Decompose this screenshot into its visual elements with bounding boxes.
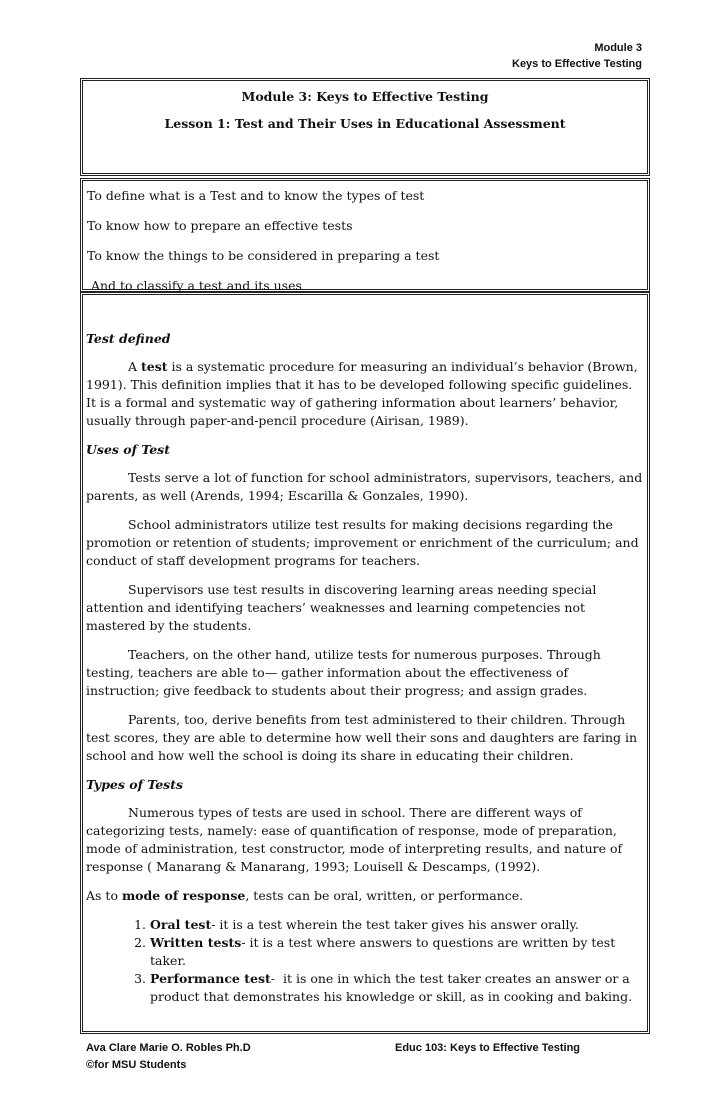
term-mode-of-response: mode of response bbox=[121, 888, 246, 903]
heading-uses-of-test: Uses of Test bbox=[86, 442, 170, 457]
paragraph-uses-3: Supervisors use test results in discovering learning areas needing special attention and identifying teachers’ weaknesses and learning competencies not mastered by the students. bbox=[86, 582, 597, 633]
list-item-performance-test bbox=[150, 970, 644, 1006]
text-run: - it is one in which the test taker creates an answer or a product that demonstrates his knowledge or skill, as in cooking and baking. bbox=[150, 971, 634, 1004]
header-topic: Keys to Effective Testing bbox=[512, 58, 642, 70]
footer bbox=[86, 1040, 646, 1074]
paragraph-uses-1: Tests serve a lot of function for school administrators, supervisors, teachers, and parents, as well (Arends, 1994; Escarilla & Gonzales, 1990). bbox=[86, 470, 643, 503]
lesson-title: Lesson 1: Test and Their Uses in Educational Assessment bbox=[164, 116, 566, 131]
term-performance-test: Performance test bbox=[150, 971, 271, 986]
module-title: Module 3: Keys to Effective Testing bbox=[241, 89, 489, 104]
list-item-oral-test bbox=[150, 916, 644, 934]
objective-item: To know how to prepare an effective tests bbox=[87, 218, 353, 233]
heading-test-defined: Test defined bbox=[86, 331, 171, 346]
header-module: Module 3 bbox=[594, 42, 642, 54]
objectives-list bbox=[83, 181, 647, 301]
running-header bbox=[512, 40, 642, 72]
paragraph-uses-2: School administrators utilize test results for making decisions regarding the promotion or retention of students; improvement or enrichment of the curriculum; and conduct of staff development programs for teachers. bbox=[86, 517, 639, 568]
objectives-box bbox=[80, 178, 650, 292]
text-run: is a systematic procedure for measuring an individual’s behavior (Brown, 1991). This definition implies that it has to be developed following specific guidelines. It is a formal and systematic way of gathering information about learners’ behavior, usually through paper-and-pencil procedure (Airisan, 1989). bbox=[86, 359, 638, 428]
text-run: , tests can be oral, written, or performance. bbox=[245, 888, 524, 903]
paragraph-uses-5: Parents, too, derive benefits from test administered to their children. Through test scores, they are able to determine how well their sons and daughters are faring in school and how well the school is doing its share in educating their children. bbox=[86, 712, 638, 763]
list-item-written-tests bbox=[150, 934, 644, 970]
term-test: test bbox=[141, 359, 168, 374]
types-list bbox=[86, 916, 644, 1006]
text-run: - it is a test where answers to questions are written by test taker. bbox=[150, 935, 616, 968]
heading-types-of-tests: Types of Tests bbox=[86, 777, 184, 792]
text-run: - it is a test wherein the test taker gives his answer orally. bbox=[211, 917, 579, 932]
paragraph-mode-of-response bbox=[86, 887, 644, 905]
objective-item: To know the things to be considered in preparing a test bbox=[87, 248, 440, 263]
footer-course: Educ 103: Keys to Effective Testing bbox=[395, 1042, 581, 1054]
objective-item: To define what is a Test and to know the types of test bbox=[87, 188, 425, 203]
term-written-tests: Written tests bbox=[150, 935, 242, 950]
footer-author: Ava Clare Marie O. Robles Ph.D bbox=[86, 1042, 251, 1054]
footer-copyright: ©for MSU Students bbox=[86, 1059, 187, 1071]
title-box bbox=[80, 78, 650, 176]
text-run: As to bbox=[86, 888, 122, 903]
text-run: A bbox=[128, 359, 142, 374]
paragraph-uses-4: Teachers, on the other hand, utilize tests for numerous purposes. Through testing, teachers are able to— gather information about the effectiveness of instruction; give feedback to students about their progress; and assign grades. bbox=[86, 647, 601, 698]
term-oral-test: Oral test bbox=[150, 917, 212, 932]
objective-item: And to classify a test and its uses bbox=[87, 278, 302, 293]
body-content bbox=[86, 330, 644, 1006]
paragraph-types-1: Numerous types of tests are used in school. There are different ways of categorizing tests, namely: ease of quantification of response, mode of preparation, mode of administration, test constructor, mode of interpreting results, and nature of response ( Manarang & Manarang, 1993; Louisell & Descamps, (1992). bbox=[86, 805, 623, 874]
paragraph-test-defined bbox=[86, 358, 644, 430]
